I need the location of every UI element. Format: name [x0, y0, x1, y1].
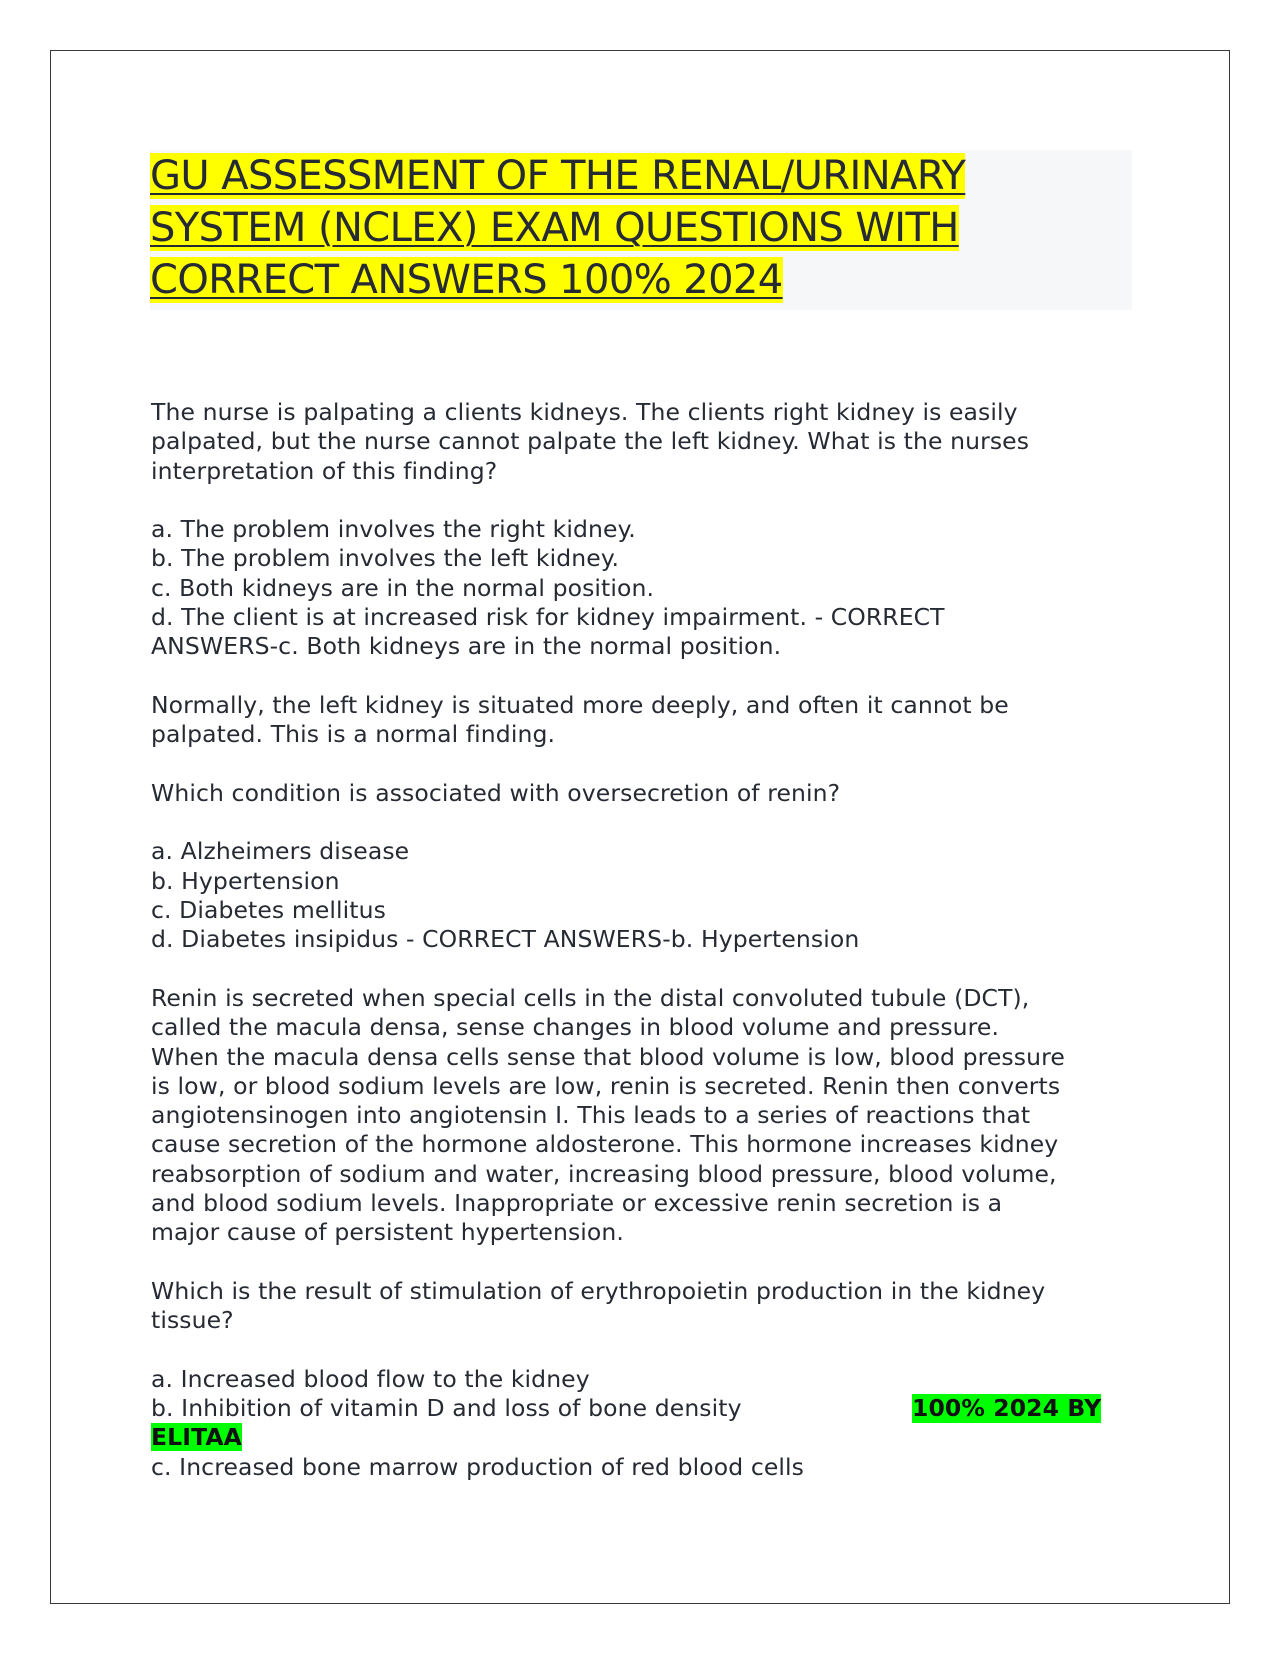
q1-option-d-answer: d. The client is at increased risk for kidney impairment. - CORRECT ANSWERS-c. Both kidneys are in the normal position.: [151, 603, 945, 661]
q3-option-b: b. Inhibition of vitamin D and loss of bone density: [151, 1394, 742, 1423]
title-line-1: GU ASSESSMENT OF THE RENAL/URINARY: [150, 153, 966, 199]
q2-option-c: c. Diabetes mellitus: [151, 896, 386, 925]
q2-question: Which condition is associated with oversecretion of renin?: [151, 778, 841, 807]
q1-rationale: Normally, the left kidney is situated more deeply, and often it cannot be palpated. This is a normal finding.: [151, 690, 1009, 749]
q1-option-b: b. The problem involves the left kidney.: [151, 544, 620, 573]
watermark-tail: ELITAA: [151, 1423, 242, 1452]
page-title: [150, 150, 1132, 306]
document-body: [151, 398, 1136, 1482]
q3-question: Which is the result of stimulation of erythropoietin production in the kidney tissue?: [151, 1276, 1046, 1335]
q2-rationale: Renin is secreted when special cells in the distal convoluted tubule (DCT), called the macula densa, sense changes in blood volume and pressure. When the macula densa cells sense that blood volume is low, blood pressure is low, or blood sodium levels are low, renin is secreted. Renin then converts angiotensinogen into angiotensin I. This leads to a series of reactions that cause secretion of the hormone aldosterone. This hormone increases kidney reabsorption of sodium and water, increasing blood pressure, blood volume, and blood sodium levels. Inappropriate or excessive renin secretion is a major cause of persistent hypertension.: [151, 983, 1065, 1247]
q3-option-b-line: [151, 1394, 1136, 1423]
q2-option-b: b. Hypertension: [151, 866, 340, 895]
q3-option-c: c. Increased bone marrow production of red blood cells: [151, 1452, 805, 1481]
q1-option-c: c. Both kidneys are in the normal position.: [151, 573, 655, 602]
watermark-tag: 100% 2024 BY: [912, 1394, 1102, 1423]
watermark-line-2: [151, 1423, 1136, 1452]
title-line-3: CORRECT ANSWERS 100% 2024: [150, 257, 783, 303]
q1-option-a: a. The problem involves the right kidney.: [151, 515, 636, 544]
title-block: [150, 150, 1132, 310]
q1-question: The nurse is palpating a clients kidneys. The clients right kidney is easily palpated, but the nurse cannot palpate the left kidney. What is the nurses interpretation of this finding?: [151, 398, 1030, 485]
q2-option-d-answer: d. Diabetes insipidus - CORRECT ANSWERS-b. Hypertension: [151, 925, 860, 954]
q2-option-a: a. Alzheimers disease: [151, 837, 410, 866]
q3-option-a: a. Increased blood flow to the kidney: [151, 1364, 590, 1393]
title-line-2: SYSTEM (NCLEX) EXAM QUESTIONS WITH: [150, 205, 959, 251]
